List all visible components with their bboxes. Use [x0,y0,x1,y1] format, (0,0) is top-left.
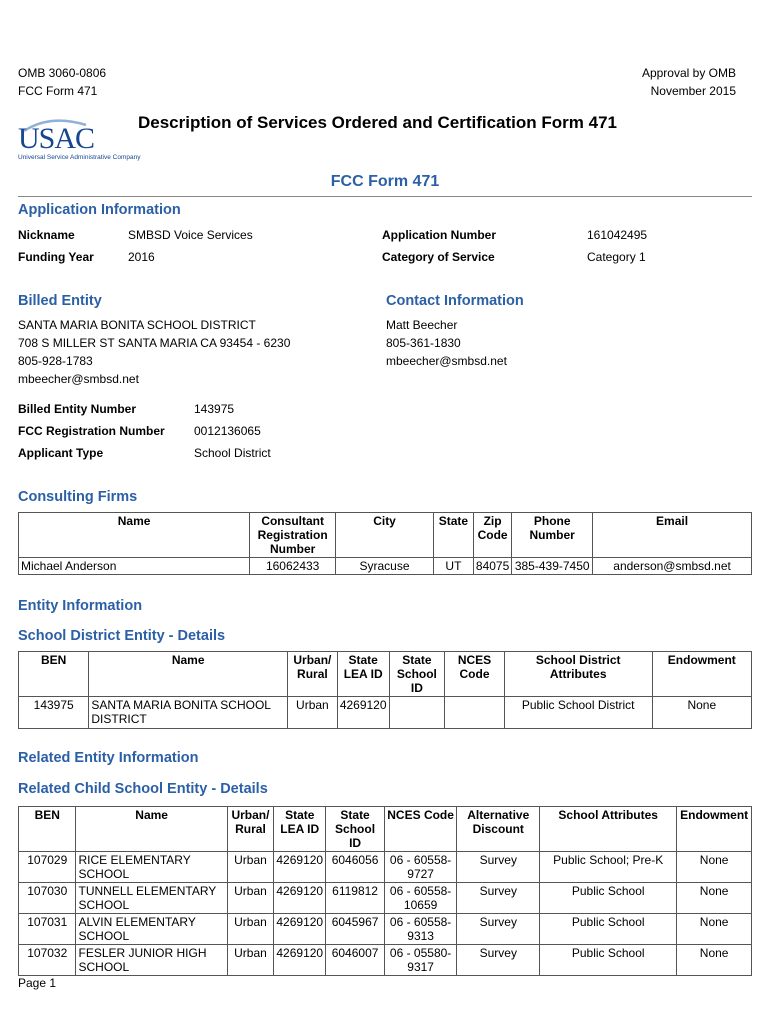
district-header-row [19,652,752,697]
district-heading: School District Entity - Details [18,628,226,644]
fcc-registration-label: FCC Registration Number [18,424,165,438]
child-urban-rural: Urban [227,914,273,945]
fcc-registration-number: 0012136065 [194,424,261,438]
col-header: Endowment [652,652,751,697]
col-header: Email [593,513,752,558]
col-header: Endowment [677,807,752,852]
col-header: NCES Code [445,652,504,697]
col-header: Name [19,513,250,558]
child-ben: 107032 [19,945,76,976]
col-header: Urban/ Rural [287,652,337,697]
child-state-school-id: 6045967 [326,914,385,945]
child-state-lea-id: 4269120 [274,914,326,945]
child-nces-code: 06 - 05580-9317 [384,945,457,976]
contact-name: Matt Beecher [386,318,458,332]
child-table [18,806,752,976]
funding-year-label: Funding Year [18,250,94,264]
billed-entity-phone: 805-928-1783 [18,354,93,368]
child-alt-discount: Survey [457,945,540,976]
contact-heading: Contact Information [386,293,524,309]
child-endowment: None [677,883,752,914]
omb-approval: Approval by OMB [641,66,736,80]
col-header: State LEA ID [337,652,389,697]
contact-email: mbeecher@smbsd.net [386,354,507,368]
child-heading: Related Child School Entity - Details [18,781,268,797]
child-attributes: Public School; Pre-K [540,852,677,883]
district-ben: 143975 [19,697,89,729]
col-header: State School ID [389,652,445,697]
entity-info-heading: Entity Information [18,598,143,614]
district-attributes: Public School District [504,697,652,729]
app-number-label: Application Number [382,228,497,242]
district-state-school-id [389,697,445,729]
district-state-lea-id: 4269120 [337,697,389,729]
table-row [19,852,752,883]
form-title: FCC Form 471 [330,173,440,190]
col-header: State [433,513,473,558]
child-endowment: None [677,852,752,883]
child-name: ALVIN ELEMENTARY SCHOOL [76,914,227,945]
related-heading: Related Entity Information [18,750,199,766]
consultant-name: Michael Anderson [19,558,250,575]
col-header: State School ID [326,807,385,852]
child-name: RICE ELEMENTARY SCHOOL [76,852,227,883]
child-nces-code: 06 - 60558-9727 [384,852,457,883]
child-endowment: None [677,914,752,945]
child-state-lea-id: 4269120 [274,945,326,976]
child-urban-rural: Urban [227,945,273,976]
billed-entity-number: 143975 [194,402,235,416]
usac-logo [18,118,141,166]
billed-entity-number-label: Billed Entity Number [18,402,137,416]
contact-block [386,316,507,370]
table-row [19,914,752,945]
child-endowment: None [677,945,752,976]
child-state-lea-id: 4269120 [274,883,326,914]
child-nces-code: 06 - 60558-9313 [384,914,457,945]
nickname-value: SMBSD Voice Services [128,228,253,242]
billed-entity-address: 708 S MILLER ST SANTA MARIA CA 93454 - 6230 [18,336,291,350]
consultant-state: UT [433,558,473,575]
application-heading: Application Information [18,202,181,218]
district-name: SANTA MARIA BONITA SCHOOL DISTRICT [89,697,288,729]
consultant-city: Syracuse [336,558,434,575]
consultant-phone: 385-439-7450 [512,558,593,575]
table-row [19,883,752,914]
child-state-school-id: 6119812 [326,883,385,914]
district-endowment: None [652,697,751,729]
child-alt-discount: Survey [457,852,540,883]
table-row [19,558,752,575]
child-attributes: Public School [540,883,677,914]
omb-number: OMB 3060-0806 [18,66,107,80]
child-alt-discount: Survey [457,883,540,914]
form-number: FCC Form 471 [18,84,98,98]
app-number-value: 161042495 [587,228,648,242]
page-number: Page 1 [18,976,57,990]
consultant-zip: 84075 [473,558,511,575]
child-header-row [19,807,752,852]
col-header: Alternative Discount [457,807,540,852]
consulting-header-row [19,513,752,558]
child-urban-rural: Urban [227,852,273,883]
child-attributes: Public School [540,945,677,976]
district-urban-rural: Urban [287,697,337,729]
funding-year-value: 2016 [128,250,155,264]
billed-entity-address-block [18,316,290,388]
col-header: City [336,513,434,558]
page-title: Description of Services Ordered and Certification Form 471 [138,113,617,132]
col-header: State LEA ID [274,807,326,852]
child-ben: 107031 [19,914,76,945]
child-urban-rural: Urban [227,883,273,914]
child-ben: 107029 [19,852,76,883]
applicant-type: School District [194,446,271,460]
applicant-type-label: Applicant Type [18,446,104,460]
child-state-lea-id: 4269120 [274,852,326,883]
category-value: Category 1 [587,250,646,264]
col-header: Name [76,807,227,852]
child-nces-code: 06 - 60558-10659 [384,883,457,914]
child-ben: 107030 [19,883,76,914]
consulting-table [18,512,752,575]
category-label: Category of Service [382,250,495,264]
district-nces-code [445,697,504,729]
col-header: School Attributes [540,807,677,852]
consultant-email: anderson@smbsd.net [593,558,752,575]
child-name: FESLER JUNIOR HIGH SCHOOL [76,945,227,976]
child-state-school-id: 6046007 [326,945,385,976]
col-header: Phone Number [512,513,593,558]
table-row [19,945,752,976]
child-alt-discount: Survey [457,914,540,945]
header-left [18,64,106,100]
child-name: TUNNELL ELEMENTARY SCHOOL [76,883,227,914]
col-header: Consultant Registration Number [250,513,336,558]
district-table [18,651,752,729]
billed-entity-name: SANTA MARIA BONITA SCHOOL DISTRICT [18,318,256,332]
billed-entity-email: mbeecher@smbsd.net [18,372,139,386]
col-header: BEN [19,652,89,697]
header-right [642,64,736,100]
billed-entity-heading: Billed Entity [18,293,102,309]
title-divider [18,196,752,197]
approval-date: November 2015 [650,84,736,98]
col-header: School District Attributes [504,652,652,697]
consultant-reg-number: 16062433 [250,558,336,575]
table-row [19,697,752,729]
nickname-label: Nickname [18,228,75,242]
child-state-school-id: 6046056 [326,852,385,883]
col-header: BEN [19,807,76,852]
child-attributes: Public School [540,914,677,945]
col-header: Zip Code [473,513,511,558]
logo-text: USAC [18,122,95,155]
col-header: Name [89,652,288,697]
col-header: Urban/ Rural [227,807,273,852]
consulting-heading: Consulting Firms [18,489,138,505]
col-header: NCES Code [384,807,457,852]
logo-subtext: Universal Service Administrative Company [18,154,141,161]
contact-phone: 805-361-1830 [386,336,461,350]
